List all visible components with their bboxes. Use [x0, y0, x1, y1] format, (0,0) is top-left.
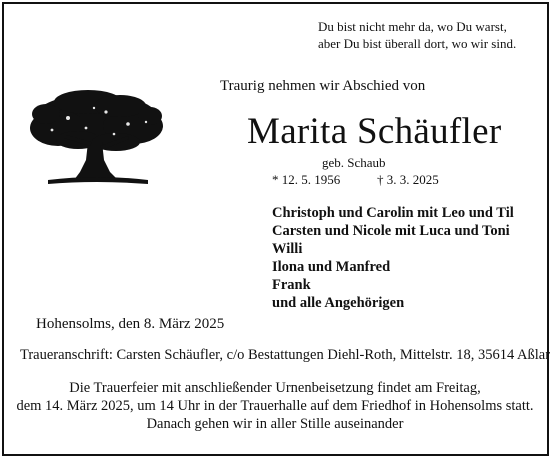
deceased-name: Marita Schäufler [247, 111, 502, 152]
poem [318, 18, 518, 52]
service-line-2: dem 14. März 2025, um 14 Uhr in der Trauerhalle auf dem Friedhof in Hohensolms statt. [16, 398, 534, 414]
funeral-service-info [10, 379, 540, 433]
tree-icon [28, 88, 164, 190]
intro-text: Traurig nehmen wir Abschied von [220, 78, 426, 94]
place-and-date: Hohensolms, den 8. März 2025 [36, 316, 225, 332]
mourner-line: Ilona und Manfred [272, 259, 391, 275]
mourner-line: und alle Angehörigen [272, 295, 405, 311]
poem-line-1: Du bist nicht mehr da, wo Du warst, [318, 19, 507, 34]
maiden-name: geb. Schaub [322, 155, 386, 170]
mourner-line: Carsten und Nicole mit Luca und Toni [272, 223, 510, 239]
mourner-line: Christoph und Carolin mit Leo und Til [272, 205, 514, 221]
poem-line-2: aber Du bist überall dort, wo wir sind. [318, 36, 517, 51]
service-line-3: Danach gehen wir in aller Stille auseinander [146, 416, 404, 432]
mourning-address: Traueranschrift: Carsten Schäufler, c/o Bestattungen Diehl-Roth, Mittelstr. 18, 35614 Aßlar [20, 347, 550, 363]
service-line-1: Die Trauerfeier mit anschließender Urnenbeisetzung findet am Freitag, [69, 380, 481, 396]
mourners-list [272, 204, 514, 312]
mourner-line: Frank [272, 277, 311, 293]
death-date: † 3. 3. 2025 [377, 172, 439, 187]
mourner-line: Willi [272, 241, 303, 257]
birth-date: * 12. 5. 1956 [272, 172, 341, 187]
